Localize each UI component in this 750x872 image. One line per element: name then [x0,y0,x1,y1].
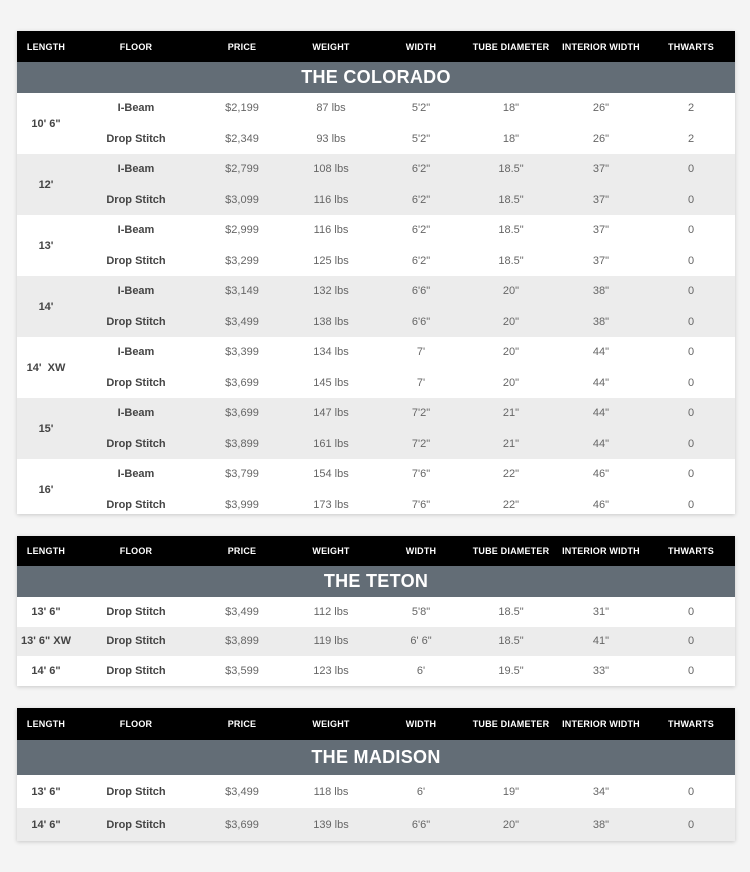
price-cell: $2,999 [225,224,259,237]
col-tube-diameter: TUBE DIAMETER [472,546,550,556]
length-cell: 12' [38,178,54,191]
width-cell: 6'2" [411,163,431,176]
thwarts-cell: 0 [687,254,695,267]
colorado-body [17,93,735,520]
tube-diameter-cell: 19" [502,785,520,798]
price-cell: $3,499 [225,605,259,618]
weight-cell: 134 lbs [313,346,349,359]
col-weight: WEIGHT [312,719,350,729]
thwarts-cell: 0 [687,785,695,798]
thwarts-cell: 0 [687,346,695,359]
price-cell: $3,899 [225,635,259,648]
length-cell: 10' 6" [31,117,61,130]
width-cell: 7'6" [411,468,431,481]
table-row [75,429,735,460]
floor-cell: I-Beam [117,468,155,481]
interior-width-cell: 44" [592,407,610,420]
tube-diameter-cell: 18.5" [498,193,524,206]
price-cell: $2,199 [225,102,259,115]
length-group [17,93,735,154]
weight-cell: 93 lbs [316,132,346,145]
interior-width-cell: 38" [592,315,610,328]
table-row [75,185,735,216]
weight-cell: 161 lbs [313,437,349,450]
price-cell: $3,699 [225,376,259,389]
interior-width-cell: 46" [592,468,610,481]
interior-width-cell: 44" [592,376,610,389]
tube-diameter-cell: 18.5" [498,224,524,237]
floor-cell: I-Beam [117,102,155,115]
table-row [75,246,735,277]
weight-cell: 119 lbs [313,635,349,648]
interior-width-cell: 44" [592,437,610,450]
col-length: LENGTH [26,546,66,556]
tube-diameter-cell: 18" [502,132,520,145]
price-cell: $3,149 [225,285,259,298]
weight-cell: 87 lbs [316,102,346,115]
table-row [75,215,735,246]
weight-cell: 139 lbs [313,818,349,831]
col-width: WIDTH [405,719,437,729]
madison-table [17,708,735,841]
table-row [75,368,735,399]
tube-diameter-cell: 18.5" [498,163,524,176]
floor-cell: I-Beam [117,285,155,298]
tube-diameter-cell: 21" [502,437,520,450]
weight-cell: 112 lbs [313,605,349,618]
col-length: LENGTH [26,719,66,729]
interior-width-cell: 33" [592,664,610,677]
table-row [17,775,735,808]
tube-diameter-cell: 20" [502,315,520,328]
price-cell: $3,599 [225,664,259,677]
table-row [75,337,735,368]
length-cell: 15' [38,422,54,435]
length-group [17,337,735,398]
width-cell: 7'2" [411,407,431,420]
floor-cell: Drop Stitch [106,315,166,328]
col-weight: WEIGHT [312,546,350,556]
interior-width-cell: 37" [592,254,610,267]
tube-diameter-cell: 22" [502,498,520,511]
colorado-header-row [17,31,735,62]
width-cell: 6' [416,785,426,798]
interior-width-cell: 37" [592,224,610,237]
length-cell: 14' XW [26,361,66,374]
interior-width-cell: 26" [592,132,610,145]
width-cell: 7' [416,346,426,359]
tube-diameter-cell: 22" [502,468,520,481]
price-cell: $2,349 [225,132,259,145]
width-cell: 7'2" [411,437,431,450]
interior-width-cell: 31" [592,605,610,618]
interior-width-cell: 26" [592,102,610,115]
length-group [17,459,735,520]
weight-cell: 108 lbs [313,163,349,176]
thwarts-cell: 0 [687,163,695,176]
col-interior-width: INTERIOR WIDTH [562,719,640,729]
table-row [17,597,735,627]
table-row [75,307,735,338]
thwarts-cell: 0 [687,468,695,481]
length-group [17,398,735,459]
table-row [17,808,735,841]
price-cell: $3,699 [225,407,259,420]
length-group [17,276,735,337]
col-width: WIDTH [405,41,437,52]
price-cell: $3,799 [225,468,259,481]
floor-cell: I-Beam [117,407,155,420]
width-cell: 6' [416,664,426,677]
col-thwarts: THWARTS [668,41,714,52]
col-interior-width: INTERIOR WIDTH [562,41,640,52]
weight-cell: 123 lbs [313,664,349,677]
thwarts-cell: 0 [687,605,695,618]
col-tube-diameter: TUBE DIAMETER [472,41,550,52]
floor-cell: Drop Stitch [106,605,166,618]
col-floor: FLOOR [119,41,153,52]
weight-cell: 154 lbs [313,468,349,481]
width-cell: 7'6" [411,498,431,511]
table-row [75,93,735,124]
interior-width-cell: 37" [592,163,610,176]
madison-header-row [17,708,735,740]
length-cell: 14' [38,300,54,313]
col-thwarts: THWARTS [668,719,714,729]
weight-cell: 173 lbs [313,498,349,511]
floor-cell: Drop Stitch [106,193,166,206]
length-cell: 14' 6" [31,664,61,677]
teton-body [17,597,735,686]
price-cell: $2,799 [225,163,259,176]
table-row [17,627,735,657]
price-cell: $3,899 [225,437,259,450]
width-cell: 6'2" [411,193,431,206]
length-cell: 13' 6" [31,605,61,618]
width-cell: 6'2" [411,254,431,267]
col-thwarts: THWARTS [668,546,714,556]
length-cell: 13' [38,239,54,252]
table-row [75,398,735,429]
interior-width-cell: 34" [592,785,610,798]
teton-title: THE TETON [17,566,735,597]
interior-width-cell: 37" [592,193,610,206]
thwarts-cell: 0 [687,315,695,328]
tube-diameter-cell: 18.5" [498,254,524,267]
thwarts-cell: 0 [687,664,695,677]
tube-diameter-cell: 20" [502,346,520,359]
table-row [17,656,735,686]
thwarts-cell: 0 [687,818,695,831]
col-price: PRICE [227,546,257,556]
length-cell: 13' 6" XW [20,635,71,648]
weight-cell: 147 lbs [313,407,349,420]
tube-diameter-cell: 18.5" [498,605,524,618]
width-cell: 5'2" [411,102,431,115]
price-cell: $3,399 [225,346,259,359]
col-interior-width: INTERIOR WIDTH [562,546,640,556]
col-price: PRICE [227,41,257,52]
col-weight: WEIGHT [312,41,350,52]
thwarts-cell: 0 [687,407,695,420]
table-row [75,490,735,521]
width-cell: 7' [416,376,426,389]
tube-diameter-cell: 18.5" [498,635,524,648]
price-cell: $3,099 [225,193,259,206]
tube-diameter-cell: 18" [502,102,520,115]
thwarts-cell: 0 [687,376,695,389]
thwarts-cell: 2 [687,102,695,115]
col-tube-diameter: TUBE DIAMETER [472,719,550,729]
interior-width-cell: 38" [592,285,610,298]
floor-cell: Drop Stitch [106,664,166,677]
tube-diameter-cell: 20" [502,285,520,298]
length-cell: 14' 6" [31,818,61,831]
interior-width-cell: 44" [592,346,610,359]
price-cell: $3,999 [225,498,259,511]
floor-cell: Drop Stitch [106,437,166,450]
tube-diameter-cell: 19.5" [498,664,524,677]
col-floor: FLOOR [119,546,153,556]
length-group [17,215,735,276]
weight-cell: 116 lbs [313,193,349,206]
weight-cell: 118 lbs [313,785,349,798]
thwarts-cell: 0 [687,193,695,206]
width-cell: 6' 6" [410,635,432,648]
price-cell: $3,499 [225,785,259,798]
col-floor: FLOOR [119,719,153,729]
width-cell: 6'6" [411,315,431,328]
thwarts-cell: 0 [687,635,695,648]
interior-width-cell: 46" [592,498,610,511]
floor-cell: Drop Stitch [106,498,166,511]
col-price: PRICE [227,719,257,729]
price-cell: $3,299 [225,254,259,267]
weight-cell: 138 lbs [313,315,349,328]
length-group [17,154,735,215]
price-cell: $3,699 [225,818,259,831]
thwarts-cell: 2 [687,132,695,145]
table-row [75,276,735,307]
tube-diameter-cell: 21" [502,407,520,420]
weight-cell: 145 lbs [313,376,349,389]
width-cell: 6'6" [411,818,431,831]
price-cell: $3,499 [225,315,259,328]
table-row [75,459,735,490]
thwarts-cell: 0 [687,285,695,298]
thwarts-cell: 0 [687,498,695,511]
width-cell: 6'2" [411,224,431,237]
teton-table [17,536,735,686]
floor-cell: Drop Stitch [106,635,166,648]
colorado-title: THE COLORADO [17,62,735,93]
madison-body [17,775,735,841]
width-cell: 5'2" [411,132,431,145]
col-width: WIDTH [405,546,437,556]
floor-cell: Drop Stitch [106,818,166,831]
teton-header-row [17,536,735,566]
length-cell: 13' 6" [31,785,61,798]
floor-cell: Drop Stitch [106,254,166,267]
weight-cell: 132 lbs [313,285,349,298]
madison-title: THE MADISON [17,740,735,775]
weight-cell: 125 lbs [313,254,349,267]
floor-cell: Drop Stitch [106,132,166,145]
thwarts-cell: 0 [687,224,695,237]
tube-diameter-cell: 20" [502,376,520,389]
floor-cell: I-Beam [117,346,155,359]
length-cell: 16' [38,483,54,496]
floor-cell: Drop Stitch [106,785,166,798]
interior-width-cell: 38" [592,818,610,831]
floor-cell: Drop Stitch [106,376,166,389]
tube-diameter-cell: 20" [502,818,520,831]
col-length: LENGTH [26,41,66,52]
width-cell: 6'6" [411,285,431,298]
table-row [75,154,735,185]
weight-cell: 116 lbs [313,224,349,237]
interior-width-cell: 41" [592,635,610,648]
floor-cell: I-Beam [117,163,155,176]
thwarts-cell: 0 [687,437,695,450]
table-row [75,124,735,155]
width-cell: 5'8" [411,605,431,618]
colorado-table [17,31,735,514]
floor-cell: I-Beam [117,224,155,237]
